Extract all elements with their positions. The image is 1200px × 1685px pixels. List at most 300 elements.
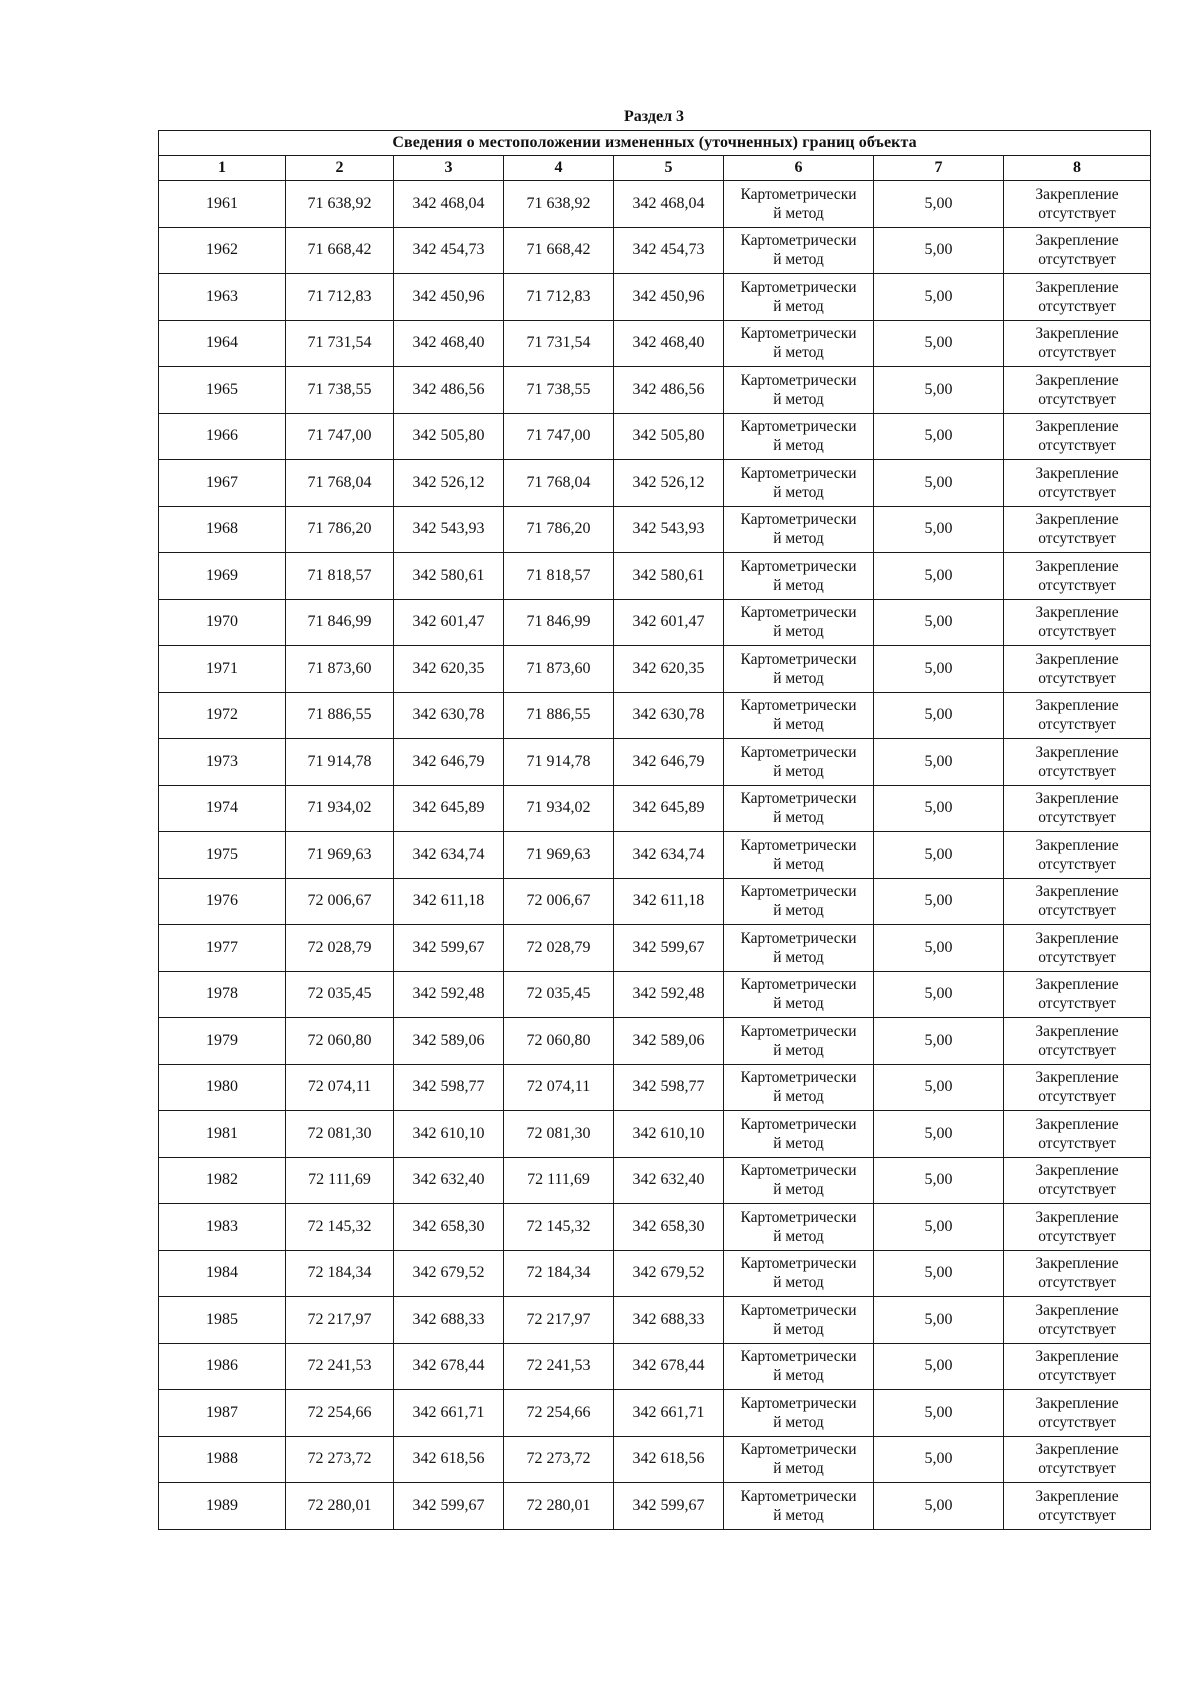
fixation-text: отсутствует	[1038, 1227, 1116, 1245]
method-text: Картометрически	[740, 371, 857, 389]
method-text: Картометрически	[740, 325, 857, 343]
x-existing-cell: 71 638,92	[286, 181, 394, 228]
y-existing-cell: 342 618,56	[394, 1436, 504, 1483]
accuracy-cell: 5,00	[874, 1436, 1004, 1483]
accuracy-cell: 5,00	[874, 460, 1004, 507]
table-row	[159, 1064, 1151, 1111]
fixation-text: Закрепление	[1035, 604, 1119, 622]
method-text: Картометрически	[740, 1069, 857, 1087]
fixation-text: отсутствует	[1038, 530, 1116, 548]
fixation-text: отсутствует	[1038, 948, 1116, 966]
fixation-text: отсутствует	[1038, 669, 1116, 687]
point-number-cell: 1983	[159, 1204, 286, 1251]
y-updated-cell: 342 526,12	[614, 460, 724, 507]
method-text: Картометрически	[740, 1022, 857, 1040]
point-number-cell: 1986	[159, 1343, 286, 1390]
point-number-cell: 1972	[159, 692, 286, 739]
method-text: й метод	[773, 1041, 824, 1059]
x-existing-cell: 72 028,79	[286, 925, 394, 972]
x-existing-cell: 72 074,11	[286, 1064, 394, 1111]
method-text: й метод	[773, 948, 824, 966]
x-existing-cell: 71 747,00	[286, 413, 394, 460]
fixation-text: отсутствует	[1038, 390, 1116, 408]
point-number-cell: 1976	[159, 878, 286, 925]
x-existing-cell: 72 184,34	[286, 1250, 394, 1297]
method-text: Картометрически	[740, 1348, 857, 1366]
point-number-cell: 1971	[159, 646, 286, 693]
x-existing-cell: 72 280,01	[286, 1483, 394, 1530]
method-text: Картометрически	[740, 929, 857, 947]
y-existing-cell: 342 646,79	[394, 739, 504, 786]
y-existing-cell: 342 620,35	[394, 646, 504, 693]
column-number: 3	[394, 156, 504, 181]
y-existing-cell: 342 592,48	[394, 971, 504, 1018]
fixation-text: отсутствует	[1038, 1041, 1116, 1059]
x-existing-cell: 71 712,83	[286, 274, 394, 321]
x-updated-cell: 72 035,45	[504, 971, 614, 1018]
fixation-text: отсутствует	[1038, 1320, 1116, 1338]
fixation-cell	[1004, 1204, 1151, 1251]
table-row	[159, 692, 1151, 739]
method-cell	[724, 599, 874, 646]
fixation-cell	[1004, 646, 1151, 693]
table-row	[159, 1250, 1151, 1297]
method-text: Картометрически	[740, 604, 857, 622]
y-updated-cell: 342 658,30	[614, 1204, 724, 1251]
fixation-text: Закрепление	[1035, 1487, 1119, 1505]
fixation-text: Закрепление	[1035, 1255, 1119, 1273]
fixation-text: Закрепление	[1035, 1348, 1119, 1366]
accuracy-cell: 5,00	[874, 832, 1004, 879]
fixation-text: отсутствует	[1038, 297, 1116, 315]
fixation-cell	[1004, 1483, 1151, 1530]
y-existing-cell: 342 601,47	[394, 599, 504, 646]
y-updated-cell: 342 620,35	[614, 646, 724, 693]
fixation-cell	[1004, 1390, 1151, 1437]
fixation-text: Закрепление	[1035, 1394, 1119, 1412]
table-row	[159, 646, 1151, 693]
x-existing-cell: 72 273,72	[286, 1436, 394, 1483]
table-row	[159, 599, 1151, 646]
method-cell	[724, 925, 874, 972]
method-cell	[724, 460, 874, 507]
fixation-text: отсутствует	[1038, 1274, 1116, 1292]
point-number-cell: 1973	[159, 739, 286, 786]
table-row	[159, 1204, 1151, 1251]
method-text: Картометрически	[740, 464, 857, 482]
method-text: Картометрически	[740, 976, 857, 994]
x-existing-cell: 72 145,32	[286, 1204, 394, 1251]
x-existing-cell: 72 006,67	[286, 878, 394, 925]
x-updated-cell: 71 638,92	[504, 181, 614, 228]
y-existing-cell: 342 486,56	[394, 367, 504, 414]
fixation-cell	[1004, 320, 1151, 367]
method-cell	[724, 646, 874, 693]
point-number-cell: 1967	[159, 460, 286, 507]
fixation-text: Закрепление	[1035, 790, 1119, 808]
y-existing-cell: 342 679,52	[394, 1250, 504, 1297]
y-existing-cell: 342 611,18	[394, 878, 504, 925]
method-text: Картометрически	[740, 1255, 857, 1273]
method-cell	[724, 1064, 874, 1111]
table-row	[159, 971, 1151, 1018]
x-updated-cell: 72 184,34	[504, 1250, 614, 1297]
table-row	[159, 1297, 1151, 1344]
y-updated-cell: 342 599,67	[614, 925, 724, 972]
method-cell	[724, 320, 874, 367]
fixation-cell	[1004, 1018, 1151, 1065]
fixation-cell	[1004, 1111, 1151, 1158]
y-existing-cell: 342 505,80	[394, 413, 504, 460]
method-text: й метод	[773, 1181, 824, 1199]
method-text: й метод	[773, 1134, 824, 1152]
point-number-cell: 1977	[159, 925, 286, 972]
method-text: й метод	[773, 483, 824, 501]
method-text: й метод	[773, 1088, 824, 1106]
x-existing-cell: 71 818,57	[286, 553, 394, 600]
x-updated-cell: 71 712,83	[504, 274, 614, 321]
fixation-cell	[1004, 739, 1151, 786]
y-updated-cell: 342 601,47	[614, 599, 724, 646]
method-text: й метод	[773, 762, 824, 780]
method-text: Картометрически	[740, 790, 857, 808]
fixation-text: Закрепление	[1035, 883, 1119, 901]
method-text: й метод	[773, 1320, 824, 1338]
y-existing-cell: 342 688,33	[394, 1297, 504, 1344]
fixation-cell	[1004, 1297, 1151, 1344]
method-text: Картометрически	[740, 1301, 857, 1319]
y-existing-cell: 342 454,73	[394, 227, 504, 274]
x-updated-cell: 71 738,55	[504, 367, 614, 414]
x-existing-cell: 72 217,97	[286, 1297, 394, 1344]
fixation-text: отсутствует	[1038, 1181, 1116, 1199]
point-number-cell: 1963	[159, 274, 286, 321]
fixation-text: Закрепление	[1035, 371, 1119, 389]
fixation-cell	[1004, 274, 1151, 321]
fixation-text: Закрепление	[1035, 232, 1119, 250]
table-row	[159, 274, 1151, 321]
accuracy-cell: 5,00	[874, 878, 1004, 925]
table-caption: Сведения о местоположении измененных (уточненных) границ объекта	[159, 131, 1151, 156]
y-existing-cell: 342 468,40	[394, 320, 504, 367]
y-updated-cell: 342 618,56	[614, 1436, 724, 1483]
point-number-cell: 1985	[159, 1297, 286, 1344]
y-updated-cell: 342 646,79	[614, 739, 724, 786]
table-row	[159, 1343, 1151, 1390]
x-updated-cell: 71 818,57	[504, 553, 614, 600]
y-updated-cell: 342 678,44	[614, 1343, 724, 1390]
fixation-text: отсутствует	[1038, 716, 1116, 734]
fixation-cell	[1004, 832, 1151, 879]
method-text: Картометрически	[740, 1115, 857, 1133]
table-row	[159, 739, 1151, 786]
method-cell	[724, 367, 874, 414]
fixation-text: отсутствует	[1038, 204, 1116, 222]
method-text: й метод	[773, 251, 824, 269]
point-number-cell: 1984	[159, 1250, 286, 1297]
x-updated-cell: 72 280,01	[504, 1483, 614, 1530]
x-updated-cell: 71 768,04	[504, 460, 614, 507]
fixation-text: отсутствует	[1038, 576, 1116, 594]
x-existing-cell: 71 731,54	[286, 320, 394, 367]
method-text: Картометрически	[740, 418, 857, 436]
x-updated-cell: 72 254,66	[504, 1390, 614, 1437]
accuracy-cell: 5,00	[874, 1064, 1004, 1111]
fixation-text: Закрепление	[1035, 1069, 1119, 1087]
method-text: й метод	[773, 902, 824, 920]
method-text: й метод	[773, 995, 824, 1013]
x-existing-cell: 71 768,04	[286, 460, 394, 507]
fixation-cell	[1004, 1343, 1151, 1390]
x-updated-cell: 72 081,30	[504, 1111, 614, 1158]
point-number-cell: 1978	[159, 971, 286, 1018]
fixation-text: отсутствует	[1038, 623, 1116, 641]
method-cell	[724, 1250, 874, 1297]
x-existing-cell: 72 035,45	[286, 971, 394, 1018]
fixation-cell	[1004, 506, 1151, 553]
x-updated-cell: 72 145,32	[504, 1204, 614, 1251]
table-row	[159, 785, 1151, 832]
table-row	[159, 227, 1151, 274]
method-text: й метод	[773, 716, 824, 734]
method-cell	[724, 1204, 874, 1251]
x-updated-cell: 71 731,54	[504, 320, 614, 367]
fixation-cell	[1004, 878, 1151, 925]
y-existing-cell: 342 678,44	[394, 1343, 504, 1390]
method-cell	[724, 1483, 874, 1530]
method-cell	[724, 274, 874, 321]
accuracy-cell: 5,00	[874, 413, 1004, 460]
table-row	[159, 506, 1151, 553]
y-updated-cell: 342 580,61	[614, 553, 724, 600]
fixation-cell	[1004, 785, 1151, 832]
column-number: 2	[286, 156, 394, 181]
accuracy-cell: 5,00	[874, 227, 1004, 274]
fixation-cell	[1004, 925, 1151, 972]
y-existing-cell: 342 450,96	[394, 274, 504, 321]
method-text: й метод	[773, 437, 824, 455]
x-existing-cell: 72 081,30	[286, 1111, 394, 1158]
point-number-cell: 1974	[159, 785, 286, 832]
point-number-cell: 1970	[159, 599, 286, 646]
y-existing-cell: 342 599,67	[394, 925, 504, 972]
fixation-text: отсутствует	[1038, 1088, 1116, 1106]
y-existing-cell: 342 468,04	[394, 181, 504, 228]
x-existing-cell: 72 060,80	[286, 1018, 394, 1065]
method-text: й метод	[773, 297, 824, 315]
y-updated-cell: 342 599,67	[614, 1483, 724, 1530]
point-number-cell: 1965	[159, 367, 286, 414]
fixation-text: отсутствует	[1038, 1506, 1116, 1524]
y-updated-cell: 342 679,52	[614, 1250, 724, 1297]
x-existing-cell: 72 241,53	[286, 1343, 394, 1390]
method-text: Картометрически	[740, 1394, 857, 1412]
table-row	[159, 413, 1151, 460]
x-updated-cell: 72 273,72	[504, 1436, 614, 1483]
accuracy-cell: 5,00	[874, 692, 1004, 739]
y-existing-cell: 342 543,93	[394, 506, 504, 553]
y-existing-cell: 342 634,74	[394, 832, 504, 879]
fixation-cell	[1004, 553, 1151, 600]
method-cell	[724, 1390, 874, 1437]
method-text: й метод	[773, 1506, 824, 1524]
method-text: й метод	[773, 1413, 824, 1431]
x-updated-cell: 72 028,79	[504, 925, 614, 972]
fixation-text: отсутствует	[1038, 995, 1116, 1013]
y-existing-cell: 342 610,10	[394, 1111, 504, 1158]
x-updated-cell: 71 668,42	[504, 227, 614, 274]
fixation-text: отсутствует	[1038, 1134, 1116, 1152]
section-title: Раздел 3	[623, 108, 685, 125]
fixation-text: отсутствует	[1038, 855, 1116, 873]
y-existing-cell: 342 598,77	[394, 1064, 504, 1111]
fixation-text: отсутствует	[1038, 809, 1116, 827]
point-number-cell: 1980	[159, 1064, 286, 1111]
fixation-cell	[1004, 413, 1151, 460]
table-caption-row	[159, 131, 1151, 156]
method-cell	[724, 227, 874, 274]
fixation-text: Закрепление	[1035, 418, 1119, 436]
x-updated-cell: 71 886,55	[504, 692, 614, 739]
method-text: Картометрически	[740, 232, 857, 250]
y-updated-cell: 342 468,40	[614, 320, 724, 367]
accuracy-cell: 5,00	[874, 1297, 1004, 1344]
y-updated-cell: 342 543,93	[614, 506, 724, 553]
x-updated-cell: 71 914,78	[504, 739, 614, 786]
point-number-cell: 1982	[159, 1157, 286, 1204]
method-text: Картометрически	[740, 883, 857, 901]
fixation-text: отсутствует	[1038, 437, 1116, 455]
accuracy-cell: 5,00	[874, 1483, 1004, 1530]
x-existing-cell: 71 786,20	[286, 506, 394, 553]
method-text: й метод	[773, 1274, 824, 1292]
fixation-cell	[1004, 692, 1151, 739]
method-text: Картометрически	[740, 743, 857, 761]
y-updated-cell: 342 630,78	[614, 692, 724, 739]
method-cell	[724, 1157, 874, 1204]
x-updated-cell: 72 074,11	[504, 1064, 614, 1111]
method-cell	[724, 1436, 874, 1483]
method-text: Картометрически	[740, 511, 857, 529]
point-number-cell: 1987	[159, 1390, 286, 1437]
y-existing-cell: 342 599,67	[394, 1483, 504, 1530]
x-updated-cell: 72 217,97	[504, 1297, 614, 1344]
method-text: й метод	[773, 1227, 824, 1245]
method-text: й метод	[773, 669, 824, 687]
accuracy-cell: 5,00	[874, 739, 1004, 786]
fixation-cell	[1004, 599, 1151, 646]
y-existing-cell: 342 580,61	[394, 553, 504, 600]
method-text: Картометрически	[740, 1487, 857, 1505]
fixation-cell	[1004, 367, 1151, 414]
fixation-text: Закрепление	[1035, 557, 1119, 575]
method-text: Картометрически	[740, 185, 857, 203]
method-text: й метод	[773, 855, 824, 873]
accuracy-cell: 5,00	[874, 181, 1004, 228]
x-existing-cell: 72 111,69	[286, 1157, 394, 1204]
method-cell	[724, 413, 874, 460]
fixation-text: Закрепление	[1035, 511, 1119, 529]
fixation-text: отсутствует	[1038, 762, 1116, 780]
fixation-text: Закрепление	[1035, 325, 1119, 343]
x-existing-cell: 71 886,55	[286, 692, 394, 739]
fixation-text: Закрепление	[1035, 743, 1119, 761]
method-text: Картометрически	[740, 1208, 857, 1226]
point-number-cell: 1968	[159, 506, 286, 553]
fixation-text: Закрепление	[1035, 1441, 1119, 1459]
accuracy-cell: 5,00	[874, 1204, 1004, 1251]
method-text: й метод	[773, 623, 824, 641]
method-text: й метод	[773, 809, 824, 827]
x-existing-cell: 71 914,78	[286, 739, 394, 786]
column-number: 1	[159, 156, 286, 181]
method-text: й метод	[773, 576, 824, 594]
y-existing-cell: 342 661,71	[394, 1390, 504, 1437]
fixation-text: отсутствует	[1038, 1460, 1116, 1478]
y-existing-cell: 342 658,30	[394, 1204, 504, 1251]
column-number: 8	[1004, 156, 1151, 181]
column-number: 7	[874, 156, 1004, 181]
accuracy-cell: 5,00	[874, 971, 1004, 1018]
fixation-text: отсутствует	[1038, 902, 1116, 920]
fixation-text: Закрепление	[1035, 1301, 1119, 1319]
fixation-text: Закрепление	[1035, 1115, 1119, 1133]
point-number-cell: 1962	[159, 227, 286, 274]
column-number-row	[159, 156, 1151, 181]
table-row	[159, 925, 1151, 972]
fixation-cell	[1004, 1064, 1151, 1111]
column-number: 4	[504, 156, 614, 181]
y-existing-cell: 342 632,40	[394, 1157, 504, 1204]
fixation-text: Закрепление	[1035, 185, 1119, 203]
method-text: Картометрически	[740, 697, 857, 715]
method-text: й метод	[773, 530, 824, 548]
table-row	[159, 553, 1151, 600]
y-updated-cell: 342 592,48	[614, 971, 724, 1018]
point-number-cell: 1964	[159, 320, 286, 367]
method-text: й метод	[773, 390, 824, 408]
fixation-cell	[1004, 1436, 1151, 1483]
method-cell	[724, 785, 874, 832]
point-number-cell: 1989	[159, 1483, 286, 1530]
y-updated-cell: 342 598,77	[614, 1064, 724, 1111]
boundary-table	[158, 130, 1151, 1530]
x-updated-cell: 72 060,80	[504, 1018, 614, 1065]
fixation-text: отсутствует	[1038, 344, 1116, 362]
x-updated-cell: 72 241,53	[504, 1343, 614, 1390]
method-text: Картометрически	[740, 1441, 857, 1459]
method-text: й метод	[773, 1367, 824, 1385]
accuracy-cell: 5,00	[874, 1390, 1004, 1437]
column-number: 5	[614, 156, 724, 181]
fixation-text: отсутствует	[1038, 483, 1116, 501]
y-updated-cell: 342 505,80	[614, 413, 724, 460]
point-number-cell: 1961	[159, 181, 286, 228]
method-text: й метод	[773, 204, 824, 222]
x-updated-cell: 71 846,99	[504, 599, 614, 646]
point-number-cell: 1975	[159, 832, 286, 879]
method-text: Картометрически	[740, 836, 857, 854]
method-cell	[724, 832, 874, 879]
y-updated-cell: 342 610,10	[614, 1111, 724, 1158]
point-number-cell: 1969	[159, 553, 286, 600]
x-updated-cell: 71 934,02	[504, 785, 614, 832]
y-updated-cell: 342 454,73	[614, 227, 724, 274]
y-updated-cell: 342 468,04	[614, 181, 724, 228]
accuracy-cell: 5,00	[874, 553, 1004, 600]
fixation-cell	[1004, 181, 1151, 228]
method-cell	[724, 1343, 874, 1390]
